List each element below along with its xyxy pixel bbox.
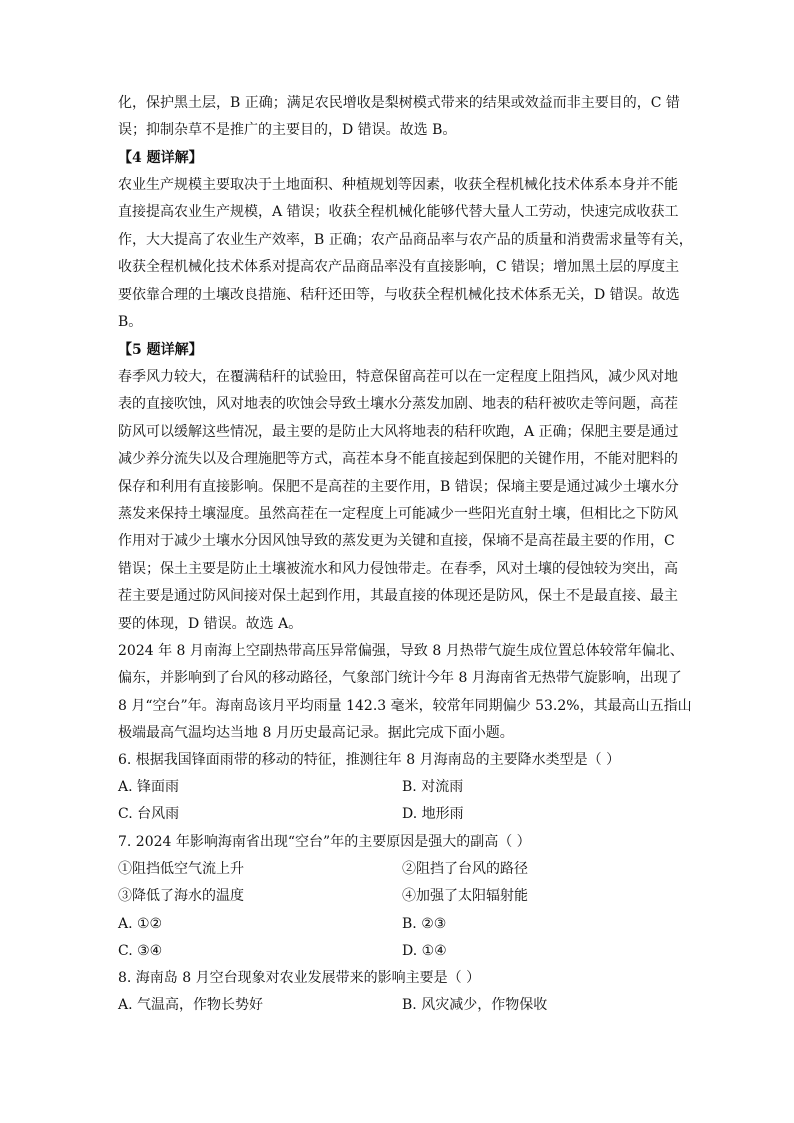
text-line: 蒸发来保持土壤湿度。虽然高茬在一定程度上可能减少一些阳光直射土壤，但相比之下防风 bbox=[118, 506, 678, 523]
text-line: 收获全程机械化技术体系对提高农产品商品率没有直接影响，C 错误；增加黑土层的厚度主 bbox=[118, 259, 680, 276]
question-8-option-b: B. 风灾减少，作物保收 bbox=[402, 997, 548, 1013]
answer-5-paragraph bbox=[118, 364, 678, 638]
question-7-option-c: C. ③④ bbox=[118, 943, 163, 959]
material-paragraph bbox=[118, 638, 692, 748]
text-line: 表的直接吹蚀，风对地表的吹蚀会导致土壤水分蒸发加剧、地表的秸秆被吹走等问题，高茬 bbox=[118, 396, 678, 413]
text-line: 保存和利用有直接影响。保肥不是高茬的主要作用，B 错误；保墒主要是通过减少土壤水分 bbox=[118, 478, 679, 495]
question-6-option-b: B. 对流雨 bbox=[402, 779, 464, 795]
text-line: 化，保护黑土层，B 正确；满足农民增收是梨树模式带来的结果或效益而非主要目的，C 错 bbox=[118, 95, 680, 111]
question-6-option-a: A. 锋面雨 bbox=[118, 779, 180, 795]
question-8-option-a: A. 气温高，作物长势好 bbox=[118, 997, 264, 1013]
question-7-statement-4: ④加强了太阳辐射能 bbox=[402, 888, 528, 904]
text-line: 要依靠合理的土壤改良措施、秸秆还田等，与收获全程机械化技术体系无关，D 错误。故选 bbox=[118, 286, 680, 303]
question-7-statement-2: ②阻挡了台风的路径 bbox=[402, 861, 528, 877]
text-line: 偏东，并影响到了台风的移动路径，气象部门统计今年 8 月海南省无热带气旋影响，出现了 bbox=[118, 670, 682, 687]
text-line: 8 月“空台”年。海南岛该月平均雨量 142.3 毫米，较常年同期偏少 53.2%，其最高山五指山 bbox=[118, 697, 692, 714]
question-8-stem: 8. 海南岛 8 月空台现象对农业发展带来的影响主要是（ ） bbox=[118, 970, 481, 986]
text-line: 极端最高气温均达当地 8 月历史最高记录。据此完成下面小题。 bbox=[118, 725, 514, 742]
answer-4-paragraph bbox=[118, 172, 693, 336]
question-7-stem: 7. 2024 年影响海南省出现“空台”年的主要原因是强大的副高（ ） bbox=[118, 834, 531, 850]
question-7-option-b: B. ②③ bbox=[402, 916, 447, 932]
question-6-option-d: D. 地形雨 bbox=[402, 806, 464, 822]
text-line: 农业生产规模主要取决于土地面积、种植规划等因素，收获全程机械化技术体系本身并不能 bbox=[118, 177, 678, 193]
question-7-statement-1: ①阻挡低空气流上升 bbox=[118, 861, 244, 877]
text-line: 减少养分流失以及合理施肥等方式，高茬本身不能直接起到保肥的关键作用，不能对肥料的 bbox=[118, 451, 678, 468]
text-line: 作用对于减少土壤水分因风蚀导致的蒸发更为关键和直接，保墒不是高茬最主要的作用，C bbox=[118, 533, 675, 550]
question-6-option-c: C. 台风雨 bbox=[118, 806, 180, 822]
answer-3-continuation bbox=[118, 90, 678, 145]
text-line: 错误；保土主要是防止土壤被流水和风力侵蚀带走。在春季，风对土壤的侵蚀较为突出，高 bbox=[118, 560, 678, 577]
question-7-statement-3: ③降低了海水的温度 bbox=[118, 888, 244, 904]
question-6-stem: 6. 根据我国锋面雨带的移动的特征，推测往年 8 月海南岛的主要降水类型是（ ） bbox=[118, 752, 621, 768]
text-line: 要的体现，D 错误。故选 A。 bbox=[118, 615, 303, 632]
text-line: 茬主要是通过防风间接对保土起到作用，其最直接的体现还是防风，保土不是最直接、最主 bbox=[118, 588, 678, 605]
text-line: 春季风力较大，在覆满秸秆的试验田，特意保留高茬可以在一定程度上阻挡风，减少风对地 bbox=[118, 369, 678, 385]
question-7-option-d: D. ①④ bbox=[402, 943, 447, 959]
text-line: B。 bbox=[118, 314, 143, 331]
text-line: 直接提高农业生产规模，A 错误；收获全程机械化能够代替大量人工劳动，快速完成收获工 bbox=[118, 204, 679, 221]
section-heading-q4: 【4 题详解】 bbox=[118, 150, 203, 166]
text-line: 误；抑制杂草不是推广的主要目的，D 错误。故选 B。 bbox=[118, 122, 457, 139]
text-line: 防风可以缓解这些情况，最主要的是防止大风将地表的秸秆吹跑，A 正确；保肥主要是通过 bbox=[118, 423, 679, 440]
section-heading-q5: 【5 题详解】 bbox=[118, 342, 203, 358]
text-line: 2024 年 8 月南海上空副热带高压异常偏强，导致 8 月热带气旋生成位置总体较常年偏北、 bbox=[118, 643, 684, 659]
text-line: 作，大大提高了农业生产效率，B 正确；农产品商品率与农产品的质量和消费需求量等有关， bbox=[118, 231, 693, 248]
question-7-option-a: A. ①② bbox=[118, 916, 163, 932]
